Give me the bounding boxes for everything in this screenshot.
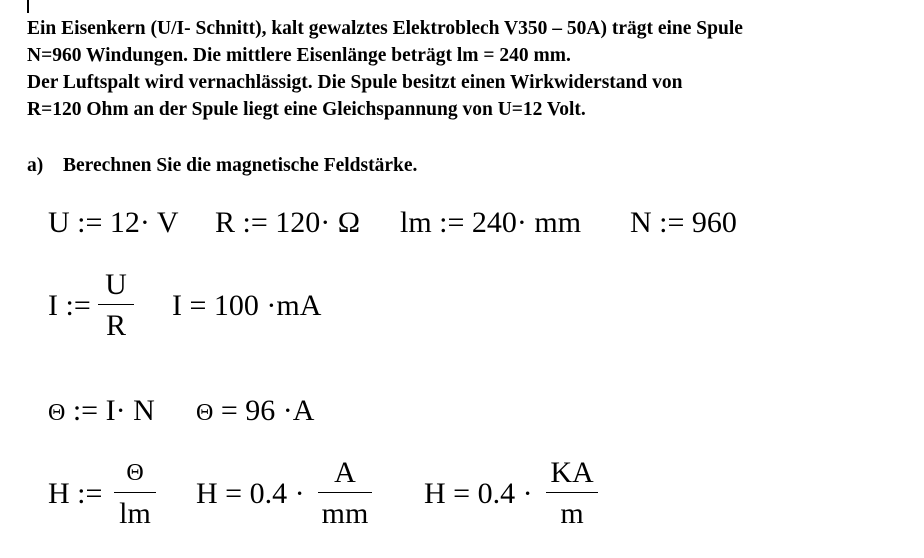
theta-symbol-2: Θ [196,400,214,426]
theta-symbol: Θ [48,400,66,426]
def-u: U := 12· V [48,206,179,239]
field-lhs: H := [48,477,103,510]
field-result-2-unit [546,458,598,529]
problem-line-2: N=960 Windungen. Die mittlere Eisenlänge beträgt lm = 240 mm. [27,45,571,66]
current-lhs: I := [48,289,91,322]
field-result-1-den: mm [321,497,369,530]
current-denominator: R [105,309,126,342]
task-text: Berechnen Sie die magnetische Feldstärke. [63,155,418,176]
fraction-bar [318,492,372,493]
field-result-1-prefix: H = 0.4 · [196,477,305,510]
field-fraction [114,458,156,529]
text-cursor [27,0,29,13]
fraction-bar [114,492,156,493]
field-result-2-prefix: H = 0.4 · [424,477,533,510]
current-fraction [98,270,134,341]
def-r: R := 120· Ω [215,206,361,239]
field-result-2-num: KA [550,456,594,489]
task-a [27,155,417,177]
field-denominator: lm [119,497,151,530]
theta-result [196,396,314,426]
def-lm: lm := 240· mm [400,206,582,239]
current-result: I = 100 ·mA [172,289,322,322]
problem-statement [27,15,743,123]
fraction-bar [98,304,134,305]
field-result-1-num: A [334,456,356,489]
current-numerator: U [105,268,127,301]
theta-def: := I· N [72,394,155,427]
theta-value: = 96 ·A [220,394,315,427]
problem-line-1: Ein Eisenkern (U/I- Schnitt), kalt gewalztes Elektroblech V350 – 50A) trägt eine Spule [27,18,743,39]
theta-definition [48,396,155,426]
field-result-2-den: m [560,497,584,530]
def-n: N := 960 [630,206,737,239]
field-numerator: Θ [126,460,144,486]
task-label: a) [27,155,44,176]
problem-line-3: Der Luftspalt wird vernachlässigt. Die Spule besitzt einen Wirkwiderstand von [27,72,683,93]
problem-line-4: R=120 Ohm an der Spule liegt eine Gleichspannung von U=12 Volt. [27,99,586,120]
field-result-1-unit [318,458,372,529]
fraction-bar [546,492,598,493]
